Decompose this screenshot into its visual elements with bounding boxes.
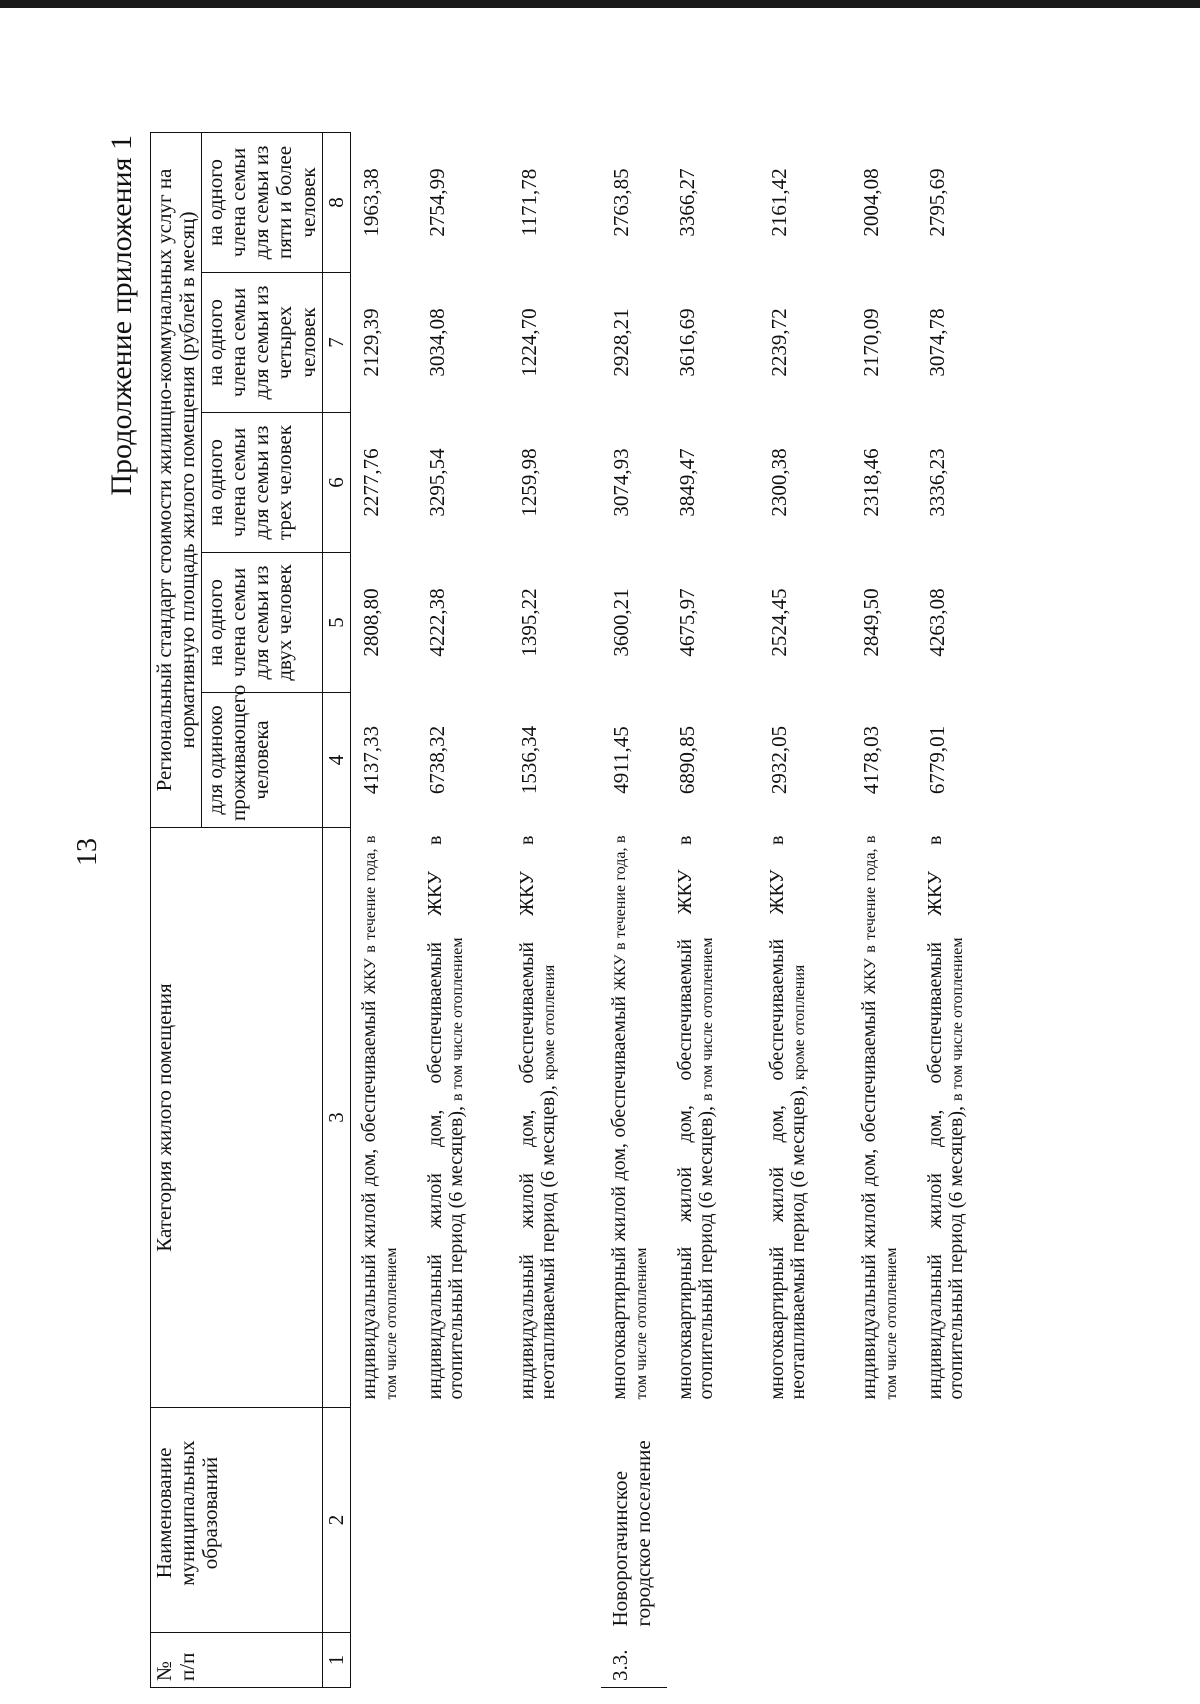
col-number-7: 7 (322, 273, 350, 413)
row-municipality (350, 1408, 417, 1633)
header-municipality: Наименование муниципальных образований (151, 1408, 323, 1633)
value-three: 3295,54 (424, 448, 449, 517)
value-single: 2932,05 (766, 725, 791, 795)
category-text-small: в том числе отоплением (699, 937, 717, 1101)
row-municipality (417, 1408, 509, 1633)
value-three: 2300,38 (766, 448, 791, 517)
row-municipality (509, 1408, 601, 1633)
row-category (917, 828, 1009, 1408)
value-single: 4178,03 (858, 725, 883, 795)
col-number-1: 1 (322, 1633, 350, 1688)
header-number: № п/п (151, 1633, 323, 1688)
value-two: 4222,38 (424, 588, 449, 657)
row-number (417, 1633, 509, 1688)
value-two: 2524,45 (766, 588, 791, 657)
category-text: многоквартирный жилой дом, обеспечиваемый (607, 995, 630, 1400)
category-text-small: в том числе отоплением (449, 937, 467, 1101)
category-text: многоквартирный жилой дом, обеспечиваемый ЖКУ в неотапливаемый период (6 месяцев), (765, 835, 810, 1400)
category-text: индивидуальный жилой дом, обеспечиваемый ЖКУ в отопительный период (6 месяцев), (923, 835, 968, 1400)
page-number: 13 (72, 838, 103, 866)
value-three: 3074,93 (608, 448, 633, 517)
category-text-small: кроме отопления (541, 964, 559, 1081)
value-two: 4675,97 (674, 588, 699, 657)
row-category (417, 828, 509, 1408)
row-category (759, 828, 851, 1408)
table-row (759, 132, 851, 1687)
row-municipality: Новорогачинское городское поселение (607, 1440, 655, 1627)
category-text: индивидуальный жилой дом, обеспечиваемый (357, 1000, 380, 1400)
header-family-five: на одного члена семьи для семьи из пяти и более человек (202, 132, 322, 272)
value-five: 3366,27 (674, 168, 699, 237)
table-row (417, 132, 509, 1687)
value-single: 6779,01 (924, 725, 949, 795)
row-number (759, 1633, 851, 1688)
category-text-small: кроме отопления (791, 964, 809, 1081)
row-number: 3.3. (601, 1633, 667, 1688)
category-text: индивидуальный жилой дом, обеспечиваемый ЖКУ в неотапливаемый период (6 месяцев), (515, 835, 560, 1400)
row-number (509, 1633, 601, 1688)
col-number-2: 2 (322, 1408, 350, 1633)
col-number-4: 4 (322, 693, 350, 828)
row-category (851, 828, 917, 1408)
category-text-small: ЖКУ в течение года, в том числе отоплением (361, 835, 401, 1400)
value-three: 2318,46 (858, 448, 883, 517)
value-five: 2795,69 (924, 168, 949, 237)
header-single-person: для одиноко проживающего человека (202, 693, 322, 828)
header-family-four: на одного члена семьи для семьи из четырех человек (202, 273, 322, 413)
category-text: многоквартирный жилой дом, обеспечиваемый ЖКУ в отопительный период (6 месяцев), (673, 835, 718, 1400)
col-number-5: 5 (322, 553, 350, 693)
value-two: 2849,50 (858, 588, 883, 657)
row-category (601, 828, 667, 1408)
category-text-small: ЖКУ в течение года, в том числе отоплением (611, 835, 651, 1400)
value-five: 2004,08 (858, 168, 883, 237)
value-single: 6890,85 (674, 725, 699, 795)
row-category (350, 828, 417, 1408)
row-number (851, 1633, 917, 1688)
value-three: 2277,76 (358, 448, 383, 517)
row-municipality (851, 1408, 917, 1633)
table-row (601, 132, 667, 1687)
header-regional-standard: Региональный стандарт стоимости жилищно-коммунальных услуг на нормативную площадь жилого помещения (рублей в месяц) (151, 132, 202, 827)
table-row (917, 132, 1009, 1687)
category-text: индивидуальный жилой дом, обеспечиваемый (857, 1000, 880, 1400)
row-municipality (759, 1408, 851, 1633)
header-family-three: на одного члена семьи для семьи из трех человек (202, 413, 322, 553)
col-number-6: 6 (322, 413, 350, 553)
table-row (350, 132, 417, 1687)
category-text-small: ЖКУ в течение года, в том числе отоплением (861, 835, 901, 1400)
value-single: 1536,34 (516, 725, 541, 795)
value-three: 1259,98 (516, 448, 541, 517)
appendix-caption: Продолжение приложения 1 (105, 135, 138, 496)
col-number-8: 8 (322, 132, 350, 272)
header-category: Категория жилого помещения (151, 828, 323, 1408)
row-municipality (917, 1408, 1009, 1633)
value-four: 2928,21 (608, 308, 633, 377)
value-three: 3336,23 (924, 448, 949, 517)
value-four: 2129,39 (358, 308, 383, 377)
category-text: индивидуальный жилой дом, обеспечиваемый ЖКУ в отопительный период (6 месяцев), (423, 835, 468, 1400)
row-municipality (667, 1408, 759, 1633)
value-five: 2754,99 (424, 168, 449, 237)
table-row (509, 132, 601, 1687)
col-number-3: 3 (322, 828, 350, 1408)
row-category (667, 828, 759, 1408)
value-five: 2763,85 (608, 168, 633, 237)
header-family-two: на одного члена семьи для семьи из двух человек (202, 553, 322, 693)
value-two: 4263,08 (924, 588, 949, 657)
value-five: 1963,38 (358, 168, 383, 237)
value-single: 4137,33 (358, 725, 383, 795)
housing-cost-table (150, 132, 1009, 1688)
value-four: 2170,09 (858, 308, 883, 377)
value-four: 1224,70 (516, 308, 541, 377)
table-row (667, 132, 759, 1687)
value-five: 2161,42 (766, 168, 791, 237)
value-four: 3074,78 (924, 308, 949, 377)
row-number (667, 1633, 759, 1688)
row-number (350, 1633, 417, 1688)
category-text-small: в том числе отоплением (949, 937, 967, 1101)
value-four: 2239,72 (766, 308, 791, 377)
value-five: 1171,78 (516, 168, 541, 237)
row-number (917, 1633, 1009, 1688)
value-single: 4911,45 (608, 726, 633, 794)
row-category (509, 828, 601, 1408)
value-three: 3849,47 (674, 448, 699, 517)
value-two: 2808,80 (358, 588, 383, 657)
value-two: 1395,22 (516, 588, 541, 657)
value-single: 6738,32 (424, 725, 449, 795)
table-row (851, 132, 917, 1687)
value-two: 3600,21 (608, 588, 633, 657)
value-four: 3034,08 (424, 308, 449, 377)
value-four: 3616,69 (674, 308, 699, 377)
